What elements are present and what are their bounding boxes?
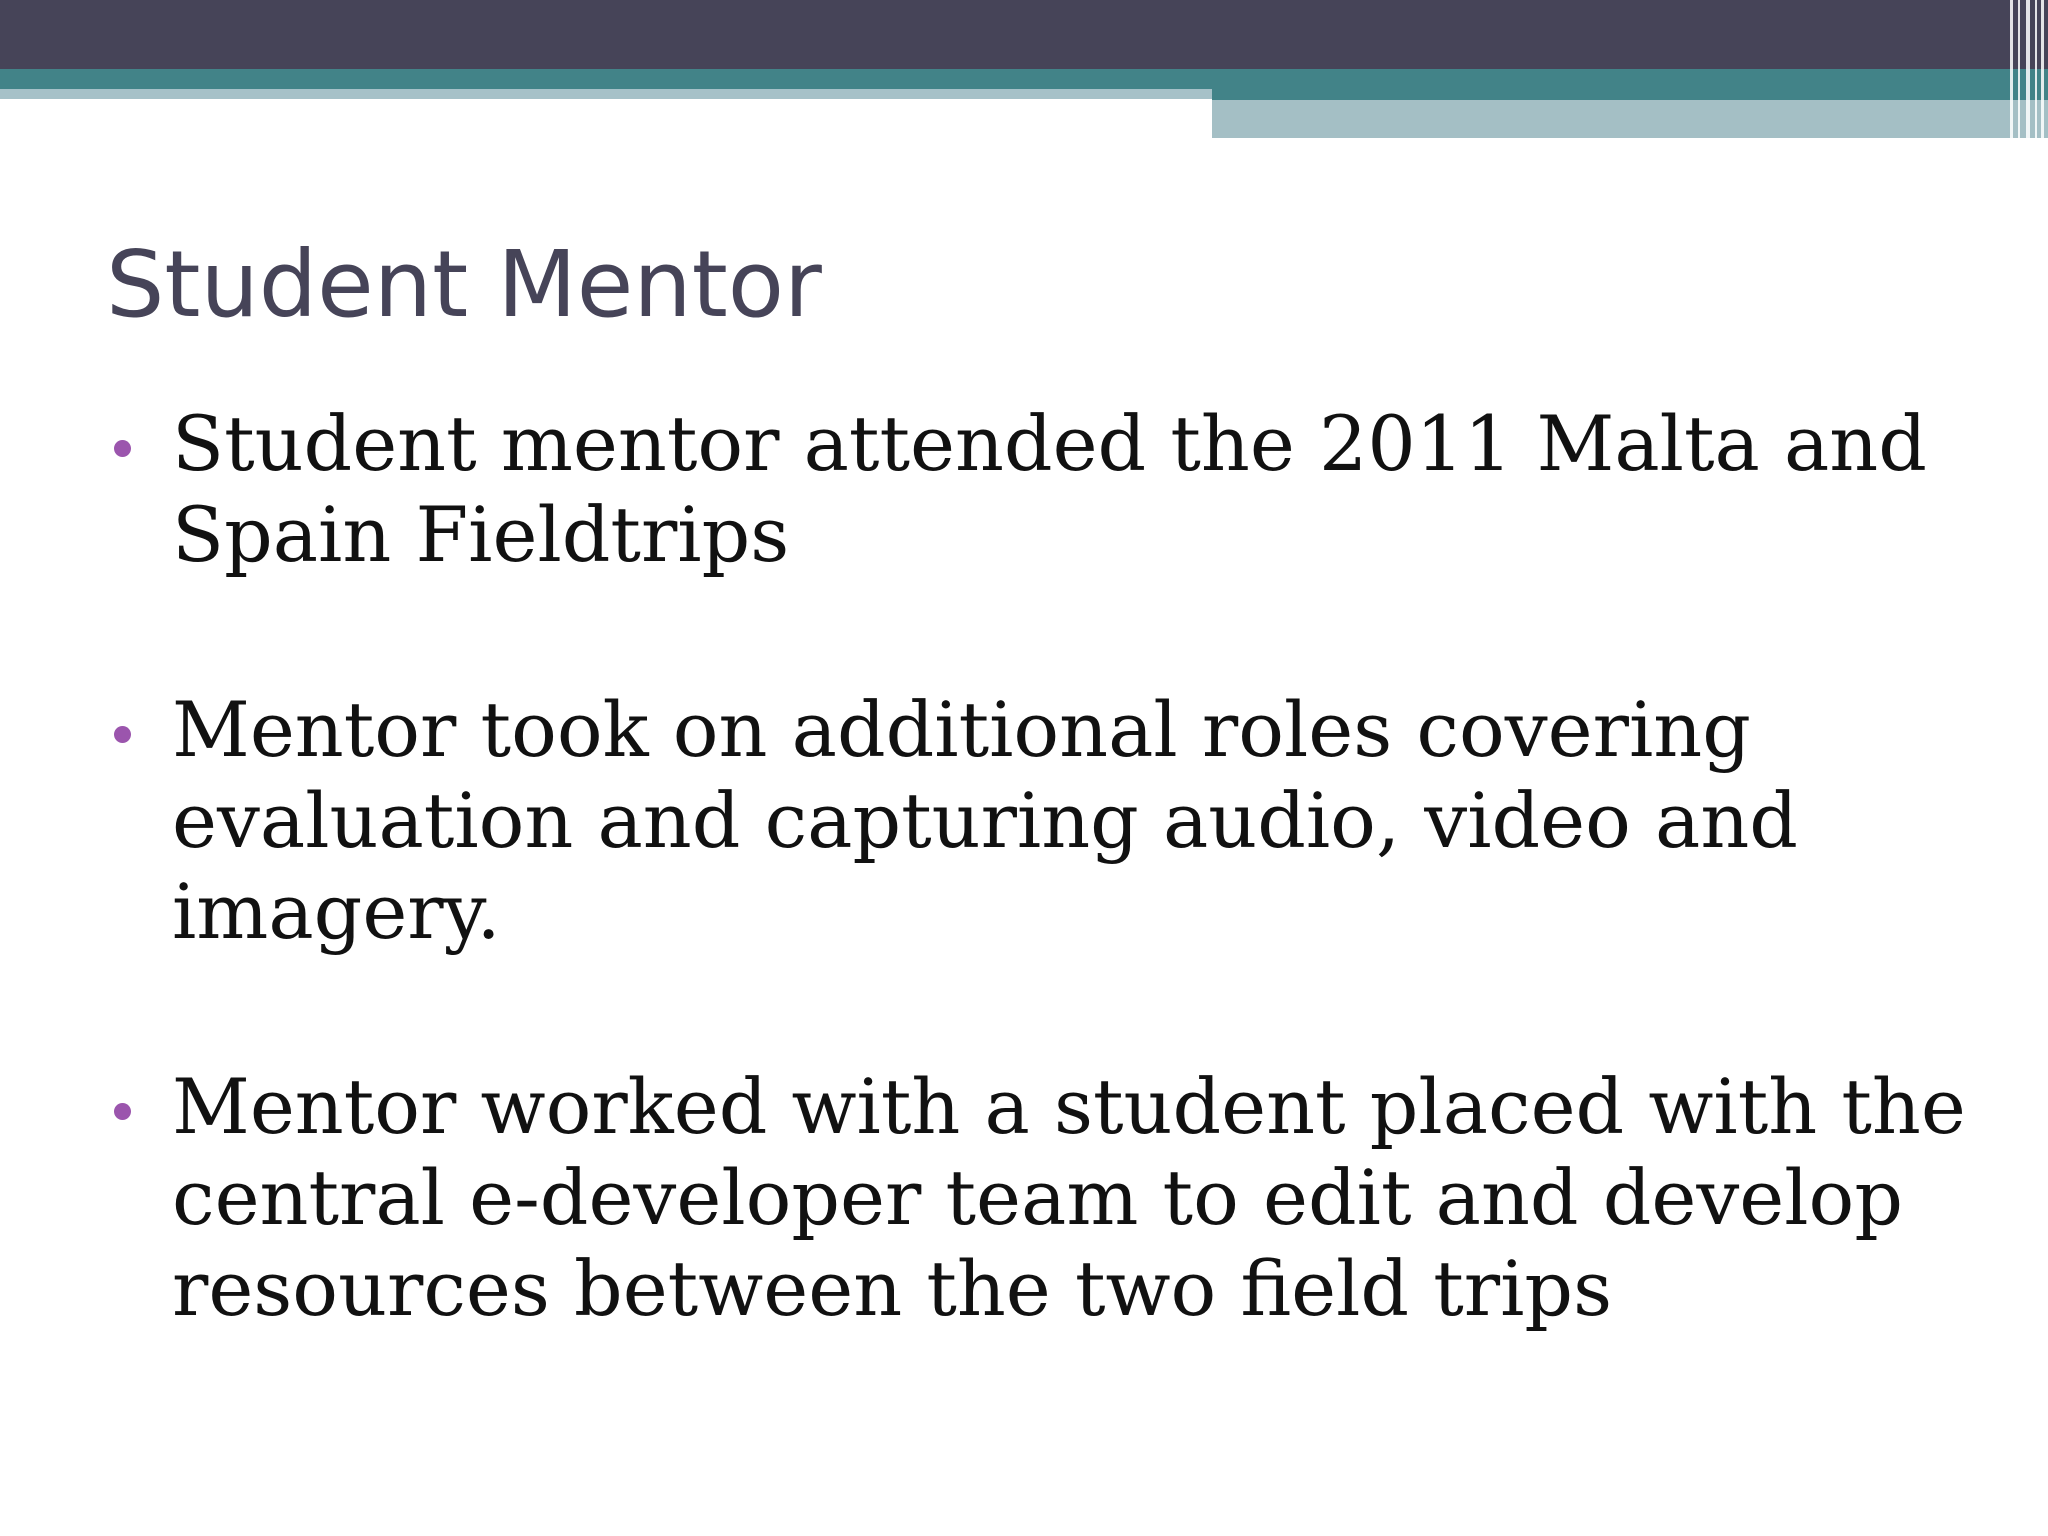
bullet-marker-icon: [114, 440, 131, 457]
bullet-marker-icon: [114, 726, 131, 743]
bullet-list: [110, 398, 1970, 1438]
header-accent-stripe-right: [1212, 89, 2048, 100]
slide-title: Student Mentor: [106, 231, 822, 338]
header-bar: [0, 0, 2048, 69]
bullet-text: Mentor worked with a student placed with the central e-developer team to edit and develop resources between the two field trips: [172, 1062, 1966, 1333]
header-edge-lines: [2006, 0, 2048, 138]
bullet-item: [110, 398, 1970, 580]
header-light-block: [1212, 100, 2048, 138]
bullet-text: Student mentor attended the 2011 Malta and Spain Fieldtrips: [172, 399, 1927, 579]
bullet-marker-icon: [114, 1103, 131, 1120]
header-light-stripe: [0, 89, 1212, 99]
header-accent-stripe: [0, 69, 2048, 89]
bullet-text: Mentor took on additional roles covering evaluation and capturing audio, video and imagery.: [172, 685, 1798, 956]
bullet-item: [110, 684, 1970, 957]
bullet-item: [110, 1061, 1970, 1334]
